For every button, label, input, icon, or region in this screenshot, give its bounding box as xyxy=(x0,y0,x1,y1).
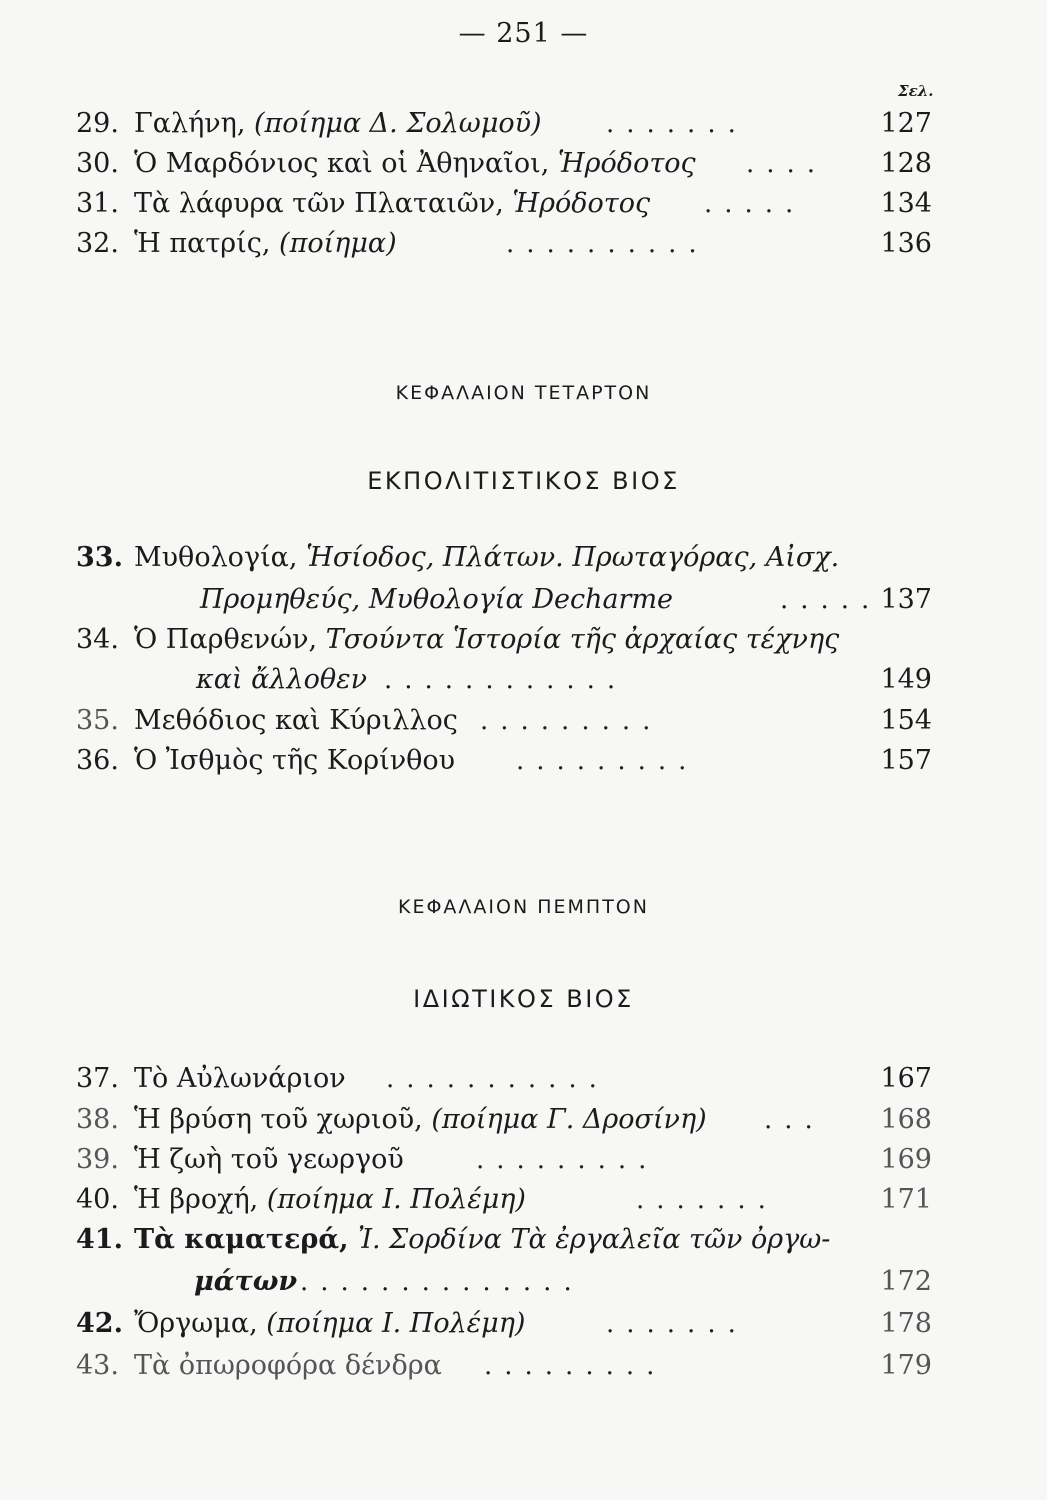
entry-number: 35. xyxy=(76,705,119,736)
toc-entry xyxy=(76,702,932,740)
entry-title-text: Ἡ βροχή, xyxy=(134,1184,267,1215)
toc-entry xyxy=(76,1305,932,1343)
entry-title: Τὰ ὀπωροφόρα δένδρα xyxy=(134,1350,442,1381)
entry-page: 134 xyxy=(880,188,932,219)
entry-title-text: Γαλήνη, xyxy=(134,108,255,139)
entry-title: Μεθόδιος καὶ Κύριλλος xyxy=(134,705,458,736)
entry-title-text: Ὁ Μαρδόνιος καὶ οἱ Ἀθηναῖοι, xyxy=(134,148,558,179)
entry-subtitle: (ποίημα Ι. Πολέμη) xyxy=(266,1308,526,1339)
entry-number: 38. xyxy=(76,1104,119,1135)
entry-page: 167 xyxy=(880,1063,932,1094)
entry-number: 29. xyxy=(76,108,119,139)
dot-leader: .............. xyxy=(300,1267,584,1297)
entry-subtitle: (ποίημα Γ. Δροσίνη) xyxy=(431,1104,707,1135)
entry-title xyxy=(134,1101,707,1139)
entry-page: 127 xyxy=(880,108,932,139)
dot-leader: ......... xyxy=(516,746,699,776)
toc-entry xyxy=(76,1347,932,1385)
toc-entry xyxy=(76,1181,932,1219)
chapter-label: ΚΕΦΑΛΑΙΟΝ ΤΕΤΑΡΤΟΝ xyxy=(395,382,652,404)
dot-leader: ........... xyxy=(386,1064,609,1094)
toc-entry xyxy=(76,1101,932,1139)
entry-number: 39. xyxy=(76,1144,119,1175)
entry-page: 149 xyxy=(880,664,932,695)
dot-leader: .......... xyxy=(506,229,709,259)
toc-entry xyxy=(76,1141,932,1179)
entry-number: 43. xyxy=(76,1350,119,1381)
entry-number: 30. xyxy=(76,148,119,179)
entry-subtitle: Ἡρόδοτος xyxy=(512,188,651,219)
entry-continuation-text: καὶ ἄλλοθεν xyxy=(196,664,367,695)
entry-title-text: Ὄργωμα, xyxy=(134,1308,267,1339)
entry-title xyxy=(134,185,650,223)
entry-title: Τὸ Αὐλωνάριον xyxy=(134,1063,346,1094)
entry-page: 178 xyxy=(880,1308,932,1339)
dot-leader: ....... xyxy=(606,109,748,139)
entry-title-text: Ἡ πατρίς, xyxy=(134,228,280,259)
chapter-label: ΚΕΦΑΛΑΙΟΝ ΠΕΜΠΤΟΝ xyxy=(398,896,649,918)
entry-number: 37. xyxy=(76,1063,119,1094)
toc-entry-continuation xyxy=(72,661,932,699)
entry-title-text: Ἡ βρύση τοῦ χωριοῦ, xyxy=(134,1104,432,1135)
entry-continuation-text: μάτων xyxy=(194,1266,298,1297)
entry-title xyxy=(134,225,397,263)
entry-title: Ὁ Ἰσθμὸς τῆς Κορίνθου xyxy=(134,745,456,776)
entry-page: 172 xyxy=(880,1266,932,1297)
toc-entry xyxy=(76,145,932,183)
entry-title xyxy=(134,1305,525,1343)
entry-number: 40. xyxy=(76,1184,119,1215)
entry-page: 169 xyxy=(880,1144,932,1175)
entry-page: 171 xyxy=(880,1184,932,1215)
entry-subtitle: (ποίημα) xyxy=(279,228,397,259)
entry-number: 34. xyxy=(76,624,119,655)
toc-entry xyxy=(76,105,932,143)
dot-leader: ... xyxy=(764,1105,825,1135)
entry-title xyxy=(134,1221,830,1259)
dot-leader: .... xyxy=(746,149,828,179)
dot-leader: ............ xyxy=(384,665,628,695)
entry-subtitle: (ποίημα Ι. Πολέμη) xyxy=(266,1184,526,1215)
entry-title: Ἡ ζωὴ τοῦ γεωργοῦ xyxy=(134,1144,404,1175)
entry-title xyxy=(134,1181,526,1219)
page-number: — 251 — xyxy=(458,18,589,49)
toc-entry xyxy=(76,621,932,659)
toc-entry xyxy=(76,185,932,223)
dot-leader: ....... xyxy=(606,1309,748,1339)
entry-number: 36. xyxy=(76,745,119,776)
entry-subtitle: Τσούντα Ἱστορία τῆς ἀρχαίας τέχνης xyxy=(325,624,840,655)
entry-number: 31. xyxy=(76,188,119,219)
entry-page: 128 xyxy=(880,148,932,179)
entry-subtitle: Ἡσίοδος, Πλάτων. Πρωταγόρας, Αἰσχ. xyxy=(306,542,840,573)
toc-entry xyxy=(76,539,932,577)
entry-subtitle: Ἡρόδοτος xyxy=(557,148,696,179)
dot-leader: ......... xyxy=(480,706,663,736)
dot-leader: ..... xyxy=(704,189,806,219)
entry-page: 157 xyxy=(880,745,932,776)
entry-continuation-text: Προμηθεύς, Μυθολογία Decharme xyxy=(200,584,674,615)
entry-page: 154 xyxy=(880,705,932,736)
dot-leader: ......... xyxy=(476,1145,659,1175)
entry-page: 136 xyxy=(880,228,932,259)
page-column-label: Σελ. xyxy=(898,82,934,100)
toc-entry xyxy=(76,1221,932,1259)
toc-entry-continuation xyxy=(72,1263,932,1301)
entry-title xyxy=(134,105,542,143)
toc-entry xyxy=(76,742,932,780)
entry-title xyxy=(134,621,839,659)
entry-page: 137 xyxy=(880,584,932,615)
toc-entry xyxy=(76,1060,932,1098)
entry-page: 179 xyxy=(880,1350,932,1381)
toc-entry xyxy=(76,225,932,263)
entry-subtitle: Ἰ. Σορδίνα Τὰ ἐργαλεῖα τῶν ὀργω- xyxy=(357,1224,831,1255)
entry-number: 42. xyxy=(76,1308,123,1339)
chapter-title: ΙΔΙΩΤΙΚΟΣ ΒΙΟΣ xyxy=(413,985,634,1013)
entry-title-text: Ὁ Παρθενών, xyxy=(134,624,326,655)
entry-title-text: Τὰ λάφυρα τῶν Πλαταιῶν, xyxy=(134,188,513,219)
dot-leader: ......... xyxy=(484,1351,667,1381)
dot-leader: ....... xyxy=(636,1185,778,1215)
entry-number: 33. xyxy=(76,542,123,573)
entry-number: 41. xyxy=(76,1224,123,1255)
entry-title xyxy=(134,145,696,183)
dot-leader: ..... xyxy=(780,585,882,615)
chapter-title: ΕΚΠΟΛΙΤΙΣΤΙΚΟΣ ΒΙΟΣ xyxy=(367,467,680,495)
toc-entry-continuation xyxy=(72,581,932,619)
entry-subtitle: (ποίημα Δ. Σολωμοῦ) xyxy=(254,108,542,139)
entry-number: 32. xyxy=(76,228,119,259)
entry-page: 168 xyxy=(880,1104,932,1135)
entry-title-text: Μυθολογία, xyxy=(134,542,307,573)
entry-title-text: Τὰ καματερά, xyxy=(134,1224,358,1255)
entry-title xyxy=(134,539,839,577)
